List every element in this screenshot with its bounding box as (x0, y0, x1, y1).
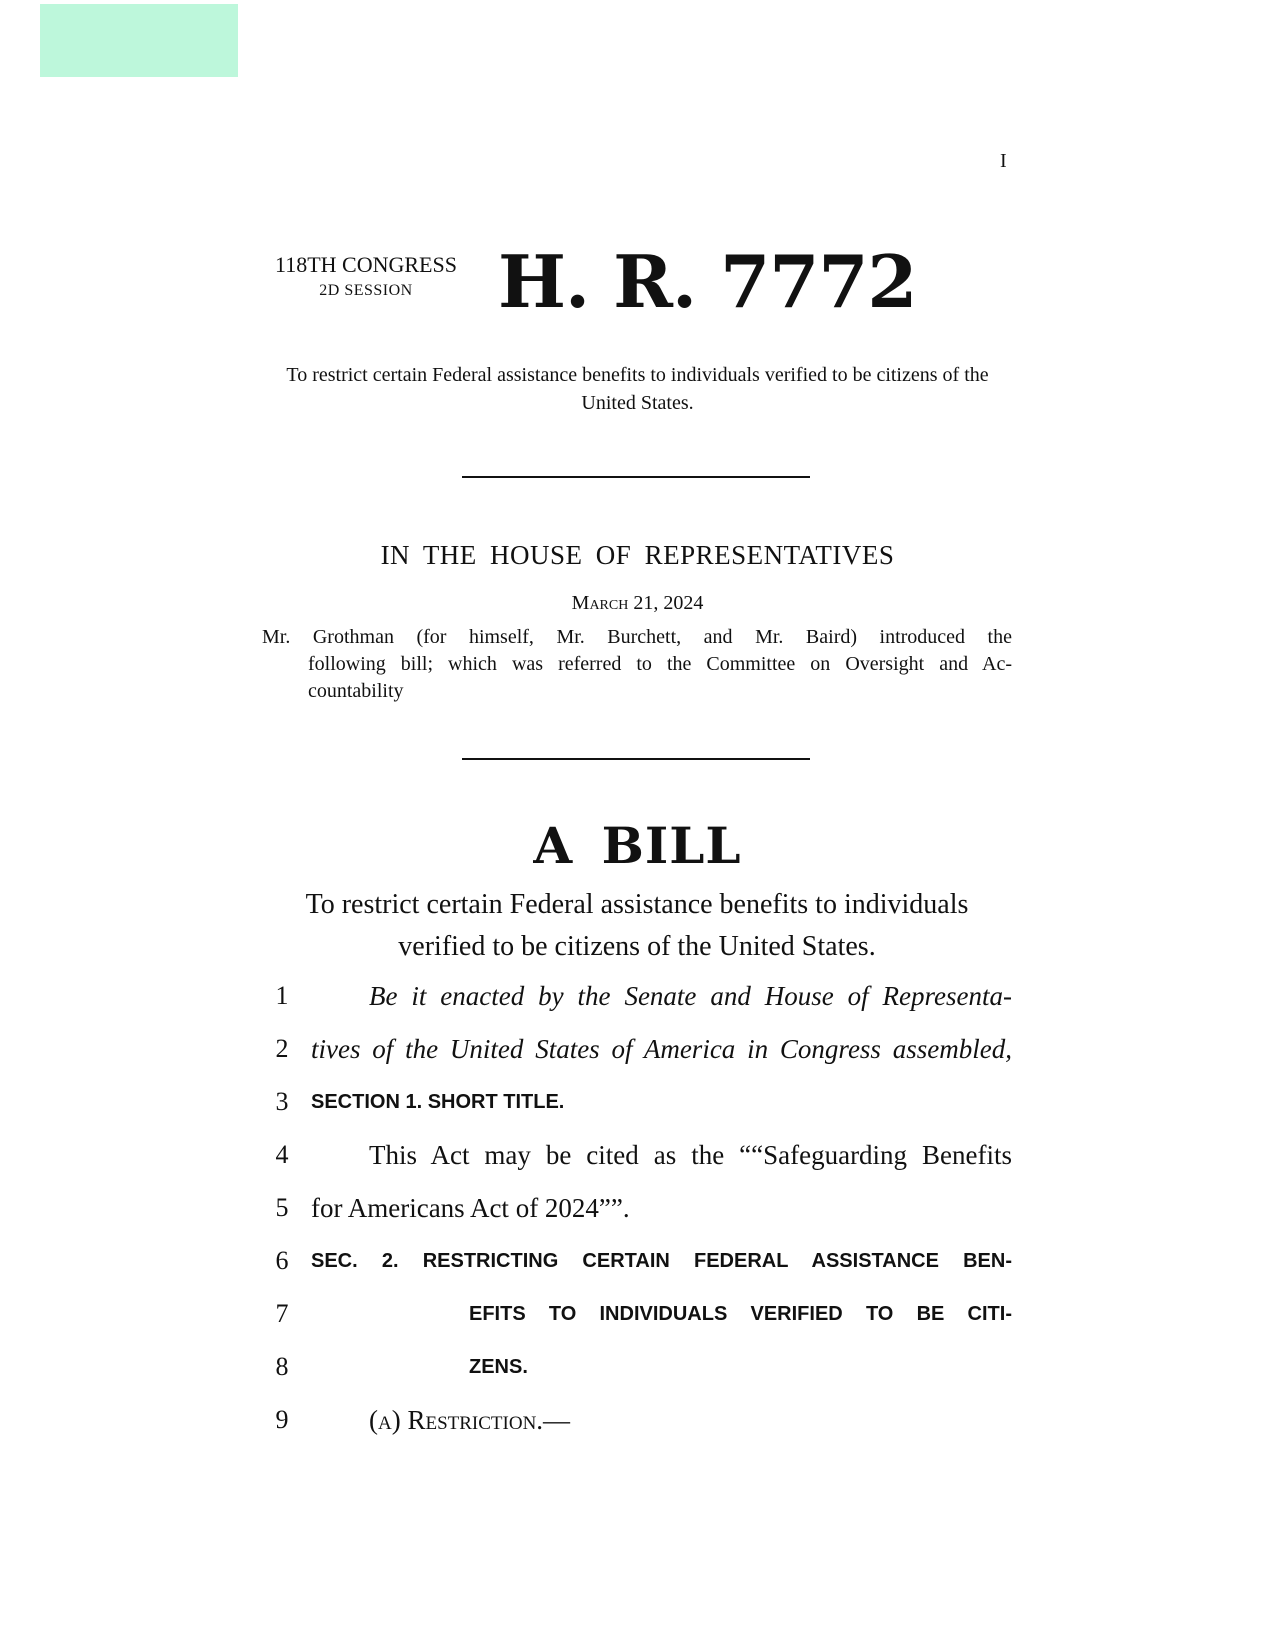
line-number: 8 (275, 1352, 289, 1381)
line-number: 3 (275, 1087, 289, 1116)
introduction-line-1: Mr. Grothman (for himself, Mr. Burchett, and Mr. Baird) introduced the (262, 626, 1012, 648)
section-heading: SEC. 2. RESTRICTING CERTAIN FEDERAL ASSISTANCE BEN- (311, 1250, 1012, 1272)
introduction-paragraph (262, 624, 1012, 705)
introduction-line-2: following bill; which was referred to the Committee on Oversight and Ac- (308, 653, 1012, 675)
text-line (262, 1022, 1012, 1076)
introduction-continuation (262, 651, 1012, 705)
line-number: 2 (275, 1034, 289, 1063)
section-heading: EFITS TO INDIVIDUALS VERIFIED TO BE CITI- (469, 1303, 1012, 1325)
divider-rule (462, 758, 810, 760)
bill-number: H. R. 7772 (498, 239, 917, 324)
text-line (262, 1340, 1012, 1394)
chamber-heading: IN THE HOUSE OF REPRESENTATIVES (380, 540, 895, 570)
text-line (262, 1128, 1012, 1182)
text-line (262, 1287, 1012, 1341)
line-text: Be it enacted by the Senate and House of Representa- (369, 981, 1012, 1011)
line-text: tives of the United States of America in Congress assembled, (311, 1034, 1012, 1064)
congress-label: 118TH CONGRESS (275, 252, 457, 277)
divider-rule (462, 476, 810, 478)
bill-heading: A BILL (533, 816, 742, 875)
long-title: To restrict certain Federal assistance benefits to individuals verified to be citizens of the United States. (305, 889, 969, 962)
text-line (262, 1393, 1012, 1447)
short-purpose: To restrict certain Federal assistance benefits to individuals verified to be citizens of the United States. (286, 364, 989, 414)
section-heading: ZENS. (469, 1356, 528, 1378)
session-label: 2D SESSION (319, 282, 413, 299)
text-line (262, 969, 1012, 1023)
line-text: This Act may be cited as the ““Safeguarding Benefits (369, 1140, 1012, 1170)
text-line (262, 1075, 1012, 1129)
line-number: 6 (275, 1246, 289, 1275)
section-heading: SECTION 1. SHORT TITLE. (311, 1091, 565, 1113)
text-line (262, 1181, 1012, 1235)
subsection-heading: (a) Restriction.— (369, 1405, 571, 1435)
congress-session-block (260, 252, 472, 304)
text-line (262, 1234, 1012, 1288)
introduction-line-3: countability (308, 680, 404, 702)
introduction-date: March 21, 2024 (571, 592, 704, 614)
status-stamp (40, 4, 238, 77)
page-mark: I (1000, 150, 1007, 172)
line-number: 1 (275, 981, 289, 1010)
line-number: 9 (275, 1405, 289, 1434)
line-number: 4 (275, 1140, 289, 1169)
line-number: 7 (275, 1299, 289, 1328)
line-number: 5 (275, 1193, 289, 1222)
line-text: for Americans Act of 2024””. (311, 1193, 630, 1223)
